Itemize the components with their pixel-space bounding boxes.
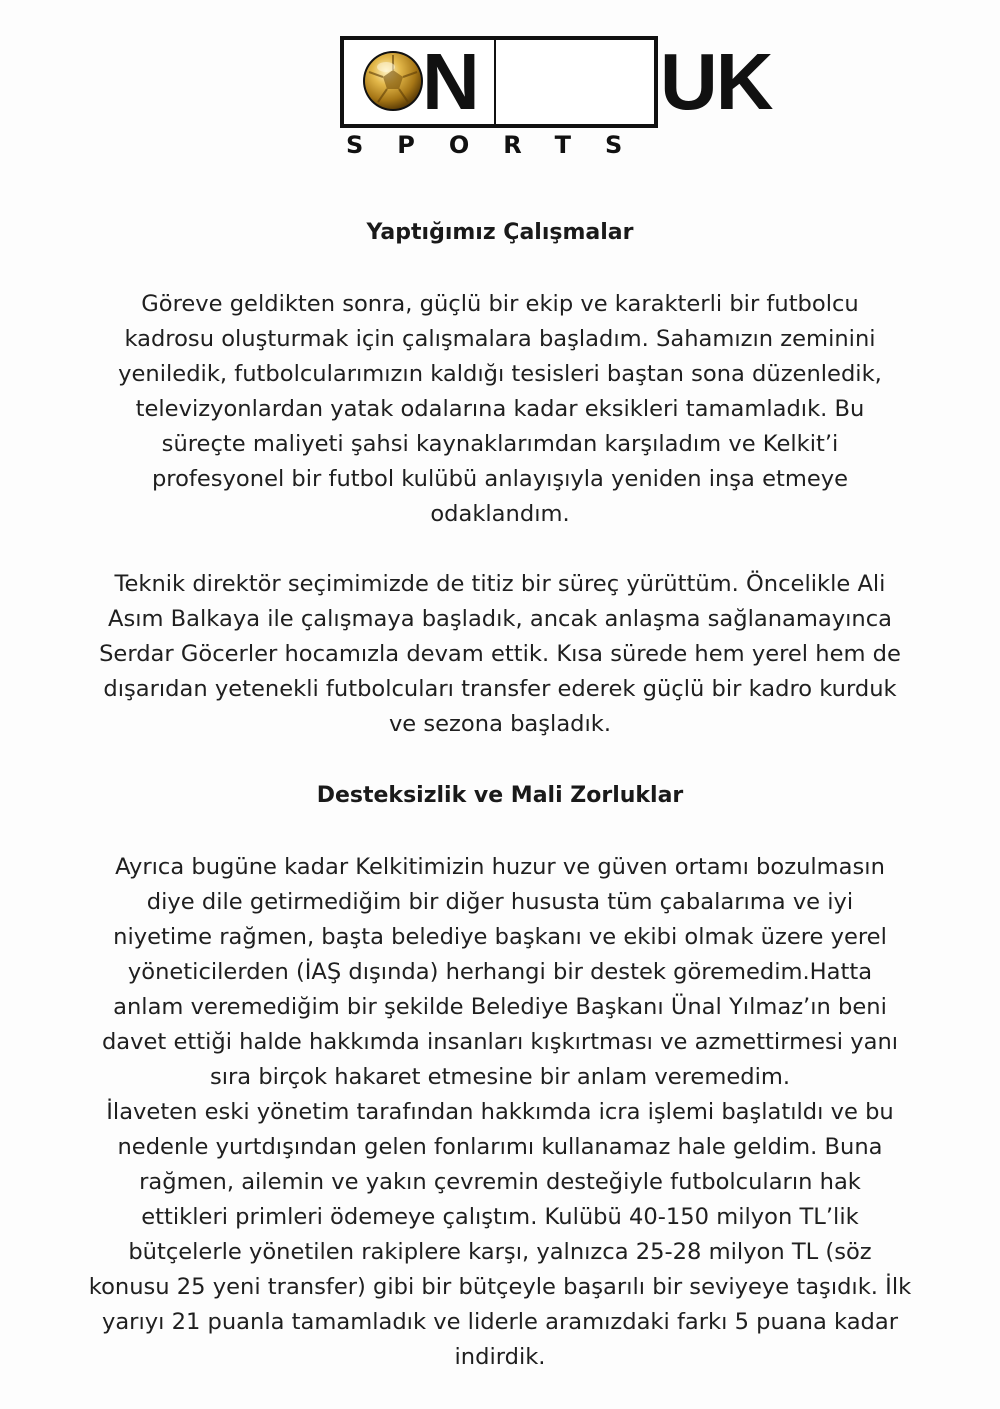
paragraph-line: süreçte maliyeti şahsi kaynaklarımdan karşıladım ve Kelkit’i	[161, 431, 839, 457]
logo-letters-uk: UK	[660, 37, 772, 126]
logo-left-panel	[344, 37, 496, 126]
paragraph-line: diye dile getirmediğim bir diğer hususta tüm çabalarıma ve iyi	[146, 889, 854, 915]
paragraph-line: Asım Balkaya ile çalışmaya başladık, ancak anlaşma sağlanamayınca	[107, 606, 892, 632]
onuk-sports-logo	[340, 36, 772, 159]
paragraph	[20, 850, 980, 1375]
section-heading-hardships: Desteksizlik ve Mali Zorluklar	[316, 783, 684, 808]
paragraph-line: indirdik.	[454, 1344, 546, 1370]
paragraph-line: televizyonlardan yatak odalarına kadar eksikleri tamamladık. Bu	[135, 396, 865, 422]
paragraph-line: yarıyı 21 puanla tamamladık ve liderle aramızdaki farkı 5 puana kadar	[101, 1309, 899, 1335]
paragraph-line: profesyonel bir futbol kulübü anlayışıyla yeniden inşa etmeye	[151, 466, 849, 492]
paragraph-line: yeniledik, futbolcularımızın kaldığı tesisleri baştan sona düzenledik,	[118, 361, 882, 387]
paragraph-line: davet ettiği halde hakkımda insanları kışkırtması ve azmettirmesi yanı	[101, 1029, 899, 1055]
paragraph-line: rağmen, ailemin ve yakın çevremin desteğiyle futbolcuların hak	[139, 1169, 861, 1195]
logo-right-panel	[496, 37, 772, 126]
paragraph	[20, 567, 980, 742]
football-icon	[362, 50, 424, 112]
paragraph-line: anlam veremediğim bir şekilde Belediye Başkanı Ünal Yılmaz’ın beni	[113, 994, 887, 1020]
paragraph-line: Ayrıca bugüne kadar Kelkitimizin huzur ve güven ortamı bozulmasın	[115, 854, 885, 880]
paragraph-line: Teknik direktör seçimimizde de titiz bir süreç yürüttüm. Öncelikle Ali	[114, 571, 886, 597]
paragraph-line: bütçelerle yönetilen rakiplere karşı, yalnızca 25-28 milyon TL (söz	[128, 1239, 872, 1265]
paragraph-line: konusu 25 yeni transfer) gibi bir bütçeyle başarılı bir seviyeye taşıdık. İlk	[88, 1274, 912, 1300]
paragraph	[20, 287, 980, 532]
logo-frame	[340, 36, 772, 128]
paragraph-line: Serdar Göcerler hocamızla devam ettik. Kısa sürede hem yerel hem de	[99, 641, 901, 667]
logo-letter-n: N	[422, 37, 478, 126]
paragraph-line: nedenle yurtdışından gelen fonlarımı kullanamaz hale geldim. Buna	[117, 1134, 883, 1160]
paragraph-line: kadrosu oluşturmak için çalışmalara başladım. Sahamızın zeminini	[124, 326, 876, 352]
paragraph-line: ve sezona başladık.	[388, 711, 612, 737]
paragraph-line: niyetime rağmen, başta belediye başkanı ve ekibi olmak üzere yerel	[113, 924, 887, 950]
paragraph-line: dışarıdan yetenekli futbolcuları transfer ederek güçlü bir kadro kurduk	[103, 676, 897, 702]
paragraph-line: Göreve geldikten sonra, güçlü bir ekip ve karakterli bir futbolcu	[141, 291, 859, 317]
paragraph-line: odaklandım.	[430, 501, 570, 527]
section-heading-work: Yaptığımız Çalışmalar	[366, 220, 634, 245]
paragraph-line: sıra birçok hakaret etmesine bir anlam veremedim.	[209, 1064, 791, 1090]
paragraph-line: İlaveten eski yönetim tarafından hakkımda icra işlemi başlatıldı ve bu	[106, 1099, 894, 1125]
logo-subtitle: SPORTS	[346, 131, 657, 159]
paragraph-line: yöneticilerden (İAŞ dışında) herhangi bir destek göremedim.Hatta	[127, 959, 873, 985]
paragraph-line: ettikleri primleri ödemeye çalıştım. Kulübü 40-150 milyon TL’lik	[141, 1204, 859, 1230]
